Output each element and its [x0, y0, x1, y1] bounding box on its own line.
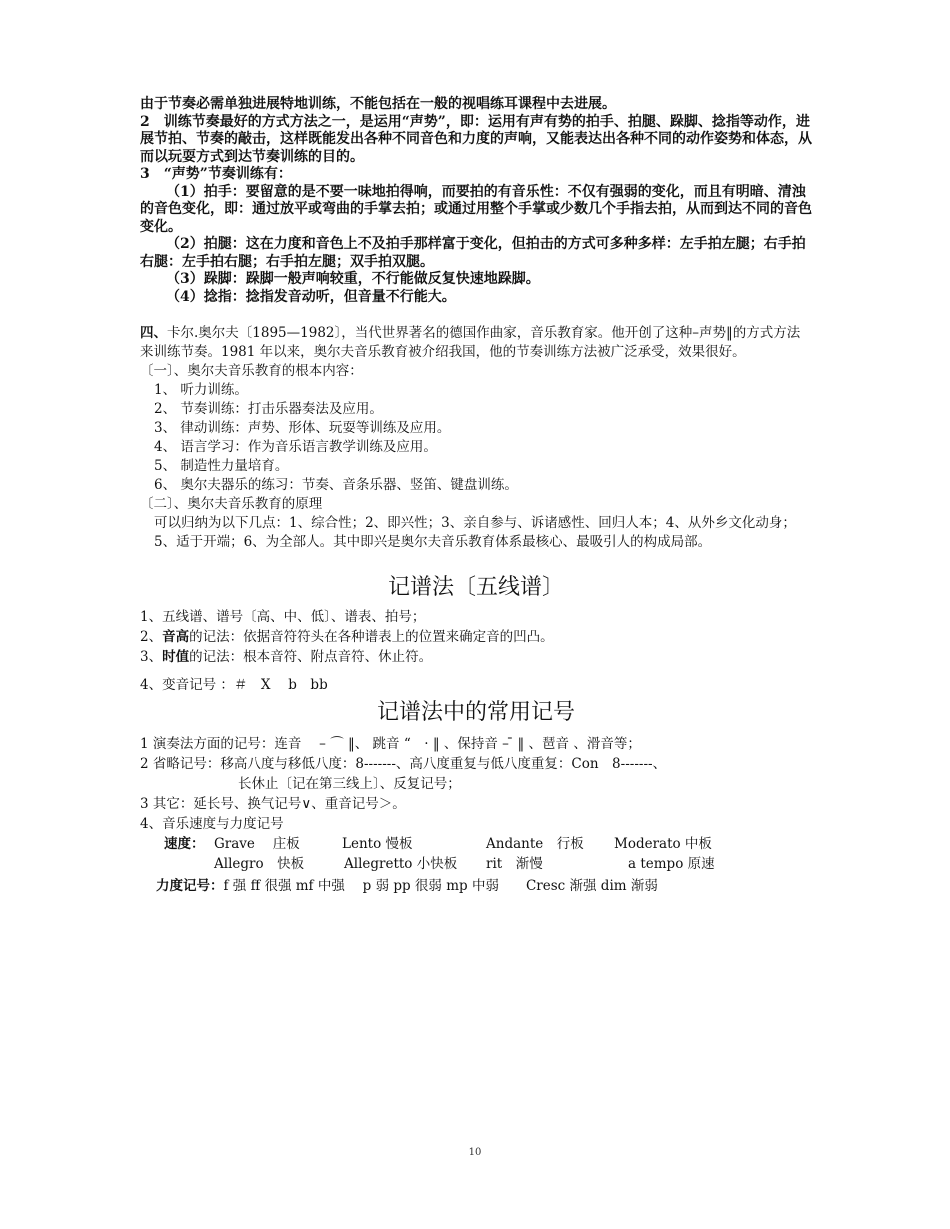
- list-number: 2、: [140, 629, 163, 645]
- notation-list: [140, 607, 812, 695]
- paragraph: （3）跺脚：跺脚一般声响较重，不行能做反复快速地跺脚。: [166, 271, 540, 287]
- section-title: 记谱法中的常用记号: [376, 700, 575, 725]
- document-page: [140, 96, 812, 896]
- list-number: 3、: [140, 649, 163, 665]
- bold-term: 时值: [162, 649, 190, 665]
- speed-term: a tempo 原速: [628, 856, 715, 872]
- paragraph: 可以归纳为以下几点：1、综合性；2、即兴性；3、亲自参与、诉诸感性、回归人本；4、从外乡文化动身；5、适于开端；6、为全部人。其中即兴是奥尔夫音乐教育体系最核心、最吸引人的构成局部。: [154, 515, 796, 550]
- list-item: 5、 制造性力量培育。: [154, 458, 289, 474]
- paragraph: 2 训练节奏最好的方式方法之一，是运用“声势”，即：运用有声有势的拍手、拍腿、跺脚、捻指等动作，进展节拍、节奏的敲击，这样既能发出各种不同音色和力度的声响，又能表达出各种不同的动作姿势和体态，从而以玩耍方式到达节奏训练的目的。: [140, 113, 812, 165]
- paragraph: [140, 324, 812, 362]
- paragraph: （4）捻指：捻指发音动听，但音量不行能大。: [166, 288, 456, 305]
- page-number: 10: [468, 1147, 482, 1158]
- speed-row: [140, 834, 812, 854]
- dynamics-terms: f 强 ff 很强 mf 中强 p 弱 pp 很弱 mp 中弱 Cresc 渐强 dim 渐弱: [223, 878, 658, 894]
- section-heading: 四、: [140, 325, 167, 341]
- paragraph: 3 “声势”节奏训练有：: [140, 166, 292, 182]
- speed-label: 速度：: [164, 836, 205, 852]
- speed-term: Allegro 快板: [214, 856, 305, 872]
- list-item: 4、音乐速度与力度记号: [140, 816, 284, 832]
- symbols-list: [140, 734, 812, 896]
- subheading: 〔一〕、奥尔夫音乐教育的根本内容：: [140, 363, 363, 379]
- subheading: 〔二〕、奥尔夫音乐教育的原理: [140, 496, 323, 512]
- paragraph: 由于节奏必需单独进展特地训练，不能包括在一般的视唱练耳课程中去进展。: [140, 96, 616, 112]
- list-item: 1 演奏法方面的记号：连音 – ⌒ ‖、 跳音 “ · ‖ 、保持音 – ̄ ‖ 、琶音 、滑音等；: [140, 736, 641, 752]
- paragraph: （1）拍手：要留意的是不要一味地拍得响，而要拍的有音乐性：不仅有强弱的变化，而且有明暗、清浊的音色变化，即：通过放平或弯曲的手掌去拍；或通过用整个手掌或少数几个手指去拍，从而到达不同的音色变化。: [140, 183, 812, 235]
- list-item: 4、 语言学习：作为音乐语言教学训练及应用。: [154, 439, 437, 455]
- list-item: [140, 627, 812, 647]
- paragraph: （2）拍腿：这在力度和音色上不及拍手那样富于变化，但拍击的方式可多种多样：左手拍左腿；右手拍右腿：左手拍右腿；右手拍左腿；双手拍双腿。: [140, 236, 806, 270]
- dynamics-label: 力度记号：: [156, 878, 224, 894]
- list-item: [140, 647, 812, 667]
- speed-term: Lento 慢板: [342, 836, 413, 852]
- rhythm-training-section: [140, 96, 812, 306]
- list-item: 1、五线谱、谱号〔高、中、低〕、谱表、拍号；: [140, 609, 426, 625]
- bold-term: 音高: [162, 629, 190, 645]
- list-item: 6、 奥尔夫器乐的练习：节奏、音条乐器、竖笛、键盘训练。: [154, 477, 518, 493]
- speed-term: Grave 庄板: [214, 836, 300, 852]
- dynamics-row: [140, 876, 812, 896]
- speed-row: [140, 854, 812, 874]
- section-title: 记谱法〔五线谱〕: [387, 575, 564, 600]
- list-item: 2 省略记号：移高八度与移低八度：8-------、高八度重复与低八度重复：Con 8-------、: [140, 756, 667, 772]
- list-text: 的记法：根本音符、附点音符、休止符。: [189, 649, 433, 665]
- list-item: 长休止〔记在第三线上〕、反复记号；: [238, 776, 461, 792]
- list-item: 3、 律动训练：声势、形体、玩耍等训练及应用。: [154, 420, 451, 436]
- orff-section: [140, 324, 812, 552]
- paragraph-text: 卡尔.奥尔夫〔1895—1982〕，当代世界著名的德国作曲家，音乐教育家。他开创了这种–声势‖的方式方法来训练节奏。1981 年以来，奥尔夫音乐教育被介绍我国，他的节奏训练方法被广泛承受，效果很好。: [140, 325, 801, 360]
- list-item: 4、变音记号 ：＃ X b bb: [140, 677, 328, 693]
- speed-term: Andante 行板: [486, 836, 584, 852]
- list-item: 3 其它：延长号、换气记号∨、重音记号＞。: [140, 796, 406, 812]
- speed-term: Moderato 中板: [614, 836, 712, 852]
- speed-term: Allegretto 小快板: [344, 856, 458, 872]
- list-item: 2、 节奏训练：打击乐器奏法及应用。: [154, 401, 383, 417]
- list-item: 1、 听力训练。: [154, 382, 248, 398]
- list-text: 的记法：依据音符符头在各种谱表上的位置来确定音的凹凸。: [189, 629, 554, 645]
- speed-term: rit 渐慢: [486, 856, 543, 872]
